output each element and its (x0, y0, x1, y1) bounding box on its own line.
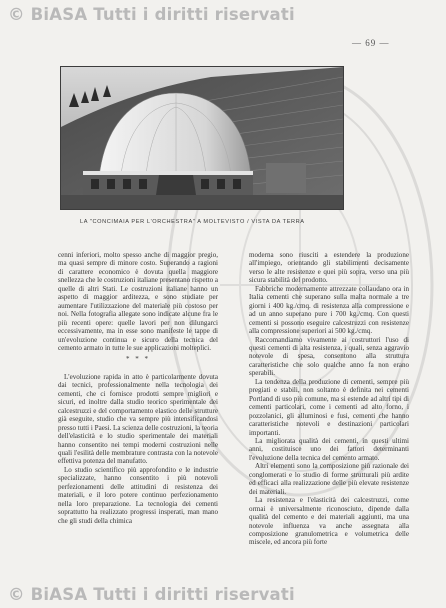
paragraph: La resistenza e l'elasticità dei calcestruzzi, come ormai è universalmente riconosciuto, dipende dalla qualità del cemento e dei materiali aggiunti, ma una notevole influenza va anche assegnata alla composizione granulometrica e volumetrica delle miscele, ed ancora più forte (249, 496, 409, 547)
left-column (58, 251, 218, 525)
paragraph: La migliorata qualità dei cementi, in questi ultimi anni, costituisce uno dei fattori determinanti l'evoluzione della tecnica del cemento armato. (249, 436, 409, 462)
paragraph: Lo studio scientifico più approfondito e le industrie specializzate, hanno consentito i più notevoli perfezionamenti delle attitudini di resistenza dei materiali, e il loro potere continuo perfezionamento nella loro preparazione. La tecnologia dei cementi soprattutto ha realizzato progressi insperati, man mano che gli studi della chimica (58, 465, 218, 525)
paragraph: L'evoluzione rapida in atto è particolarmente dovuta dai tecnici, professionalmente nella tecnologia dei cementi, che ci fornisce prodotti sempre migliori e sicuri, ed inoltre dalla studio teorico sperimentale dei calcestruzzi e del comportamento elastico delle strutture già eseguite, studio che va sempre più intensificandosi presso tutti i Paesi. La scienza delle costruzioni, la teoria dell'elasticità e lo studio sperimentale dei materiali hanno consentito nei tempi moderni costruzioni nelle quali l'esilità delle membrature contrasta con la notevole effettiva potenza del manufatto. (58, 372, 218, 466)
page-number: — 69 — (352, 38, 390, 48)
photo-dome (60, 66, 344, 210)
paragraph: Altri elementi sono la composizione più razionale dei conglomerati e lo studio di forme strutturali più ardite ed efficaci alla realizzazione delle più elevate resistenze dei materiali. (249, 462, 409, 496)
watermark-top: © BiASA Tutti i diritti riservati (8, 5, 295, 24)
watermark-bottom: © BiASA Tutti i diritti riservati (8, 585, 295, 604)
photo-caption: LA "CONCIMAIA PER L'ORCHESTRA" A MOLTEVISTO / VISTA DA TERRA (80, 219, 305, 225)
right-column (249, 251, 409, 547)
paragraph: cenni inferiori, molto spesso anche di maggior pregio, ma quasi sempre di minore costo. Superando a ragioni di carattere economico è dovuta quella maggiore snellezza che le costruzioni italiane presentano rispetto a quelle di altri Stati. Le costruzioni italiane hanno un aspetto di maggior arditezza, e sono studiate per aumentare l'utilizzazione del materiale più costoso per noi. Nella fotografia allegate sono indicate alcune fra le più recenti opere: quelle lavori per non dilungarci eccessivamente, ma in esse sono manifeste le tappe di un'evoluzione continua e sicuro della tecnica del cemento armato in tutte le sue applicazioni molteplici. (58, 251, 218, 352)
paragraph: La tendenza della produzione di cementi, sempre più pregiati e stabili, non soltanto è definita nei cementi Portland di uso più comune, ma si estende ad altri tipi di cementi particolari, come i cementi ad alto forno, i pozzolanici, gli alluminosi e fusi, cementi che hanno caratteristiche notevoli e destinazioni particolari importanti. (249, 377, 409, 437)
paragraph: Raccomandiamo vivamente ai costruttori l'uso di questi cementi di alta resistenza, i quali, senza aggravio notevole di spesa, consentono alla struttura caratteristiche che solo qualche anno fa non erano sperabili. (249, 335, 409, 378)
photo-dome-icon (61, 67, 343, 209)
paragraph: moderna sono riusciti a estendere la produzione all'impiego, orientando gli stabilimenti decisamente verso le alte resistenze e quei più sopra, verso una più sicura stabilità del prodotto. (249, 251, 409, 285)
section-separator: * * * (125, 355, 151, 364)
paragraph: Fabbriche modernamente attrezzate collaudano ora in Italia cementi che superano sulla malta normale a tre giorni i 400 kg./cmq. di resistenza alla compressione e ad un anno superano pure i 700 kg./cmq. Con questi cementi si possono eseguire calcestruzzi con resistenze alla compressione superiori ai 500 kg./cmq. (249, 284, 409, 336)
